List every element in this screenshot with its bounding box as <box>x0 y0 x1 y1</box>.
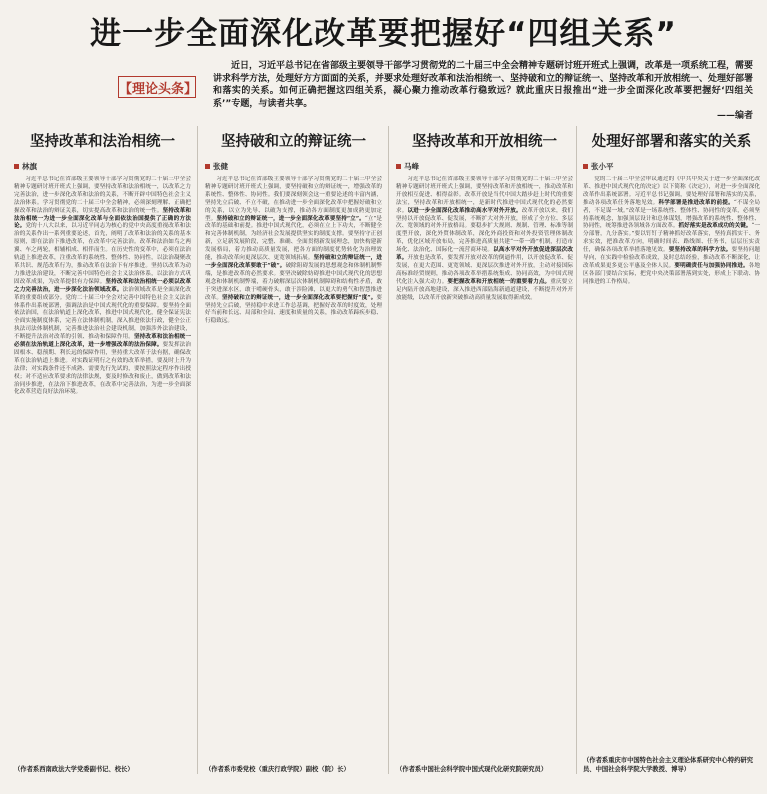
article-body <box>396 176 573 756</box>
author-name: 张健 <box>213 162 228 171</box>
article-subheading: 坚持破和立的辩证统一，进一步全面深化改革要把握好“度”。 <box>222 294 377 301</box>
column-tag <box>118 76 196 98</box>
article-author <box>396 161 573 172</box>
page-headline: 进一步全面深化改革要把握好“四组关系” <box>90 16 677 52</box>
article-paragraph: 要发挥法治固根本、稳预期、利长远的保障作用，坚持重大改革于法有据，确保改革在法治轨道上推进。对实践证明行之有效的改革举措，要及时上升为法律；对实践条件还不成熟、需要先行先试的，要按照法定程序作出授权；对不适应改革要求的法律法规，要及时修改和废止，做到改革和法治同步推进，在法治下推进改革，在改革中完善法治，为进一步全面深化改革营造良好法治环境。 <box>14 342 191 396</box>
red-square-marker <box>14 164 19 169</box>
article-subheading: 坚持破和立的辩证统一，进一步全面深化改革要敢于“破”。 <box>205 255 382 269</box>
article-subheading: 坚持破和立的辩证统一，进一步全面深化改革要坚持“立”。 <box>216 215 365 222</box>
article-paragraph: 法治领域改革是全面深化改革的重要组成部分。党的二十届三中全会对完善中国特色社会主义法治体系作出系统部署，强调法治是中国式现代化的重要保障。要坚持全面依法治国，在法治轨道上深化改革，推进中国式现代化，健全保证宪法全面实施制度体系，完善立法体制机制，深入推进依法行政，健全公正执法司法体制机制，完善推进法治社会建设机制，加强涉外法治建设，不断提升法治对改革的引领、推动和保障作用。 <box>14 286 191 341</box>
column-divider <box>197 126 198 774</box>
author-footnote: （作者系西南政法大学党委副书记、校长） <box>14 765 134 773</box>
article-column <box>583 124 760 774</box>
article-title: 处理好部署和落实的关系 <box>591 134 752 150</box>
red-square-marker <box>583 164 588 169</box>
article-paragraph: 改革开放以来，我们坚持以开放促改革、促发展，不断扩大对外开放，形成了全方位、多层次、宽领域的对外开放格局。要稳步扩大规则、规制、管理、标准等制度型开放，深化外贸体制改革，深化外商投资和对外投资管理体制改革，优化区域开放布局，完善推进高质量共建“一带一路”机制，打造市场化、法治化、国际化一流营商环境。 <box>396 207 573 254</box>
article-paragraph: 要坚持先立后破，坚持稳中求进工作总基调，把握好改革的时度效，处理好当前和长远、局部和全局、速度和质量的关系，推动改革蹄疾步稳、行稳致远。 <box>205 294 382 325</box>
red-square-marker <box>396 164 401 169</box>
author-footnote: （作者系重庆市中国特色社会主义理论体系研究中心特约研究员、中国社会科学院大学教授、博导） <box>583 757 754 773</box>
author-footnote: （作者系中国社会科学院中国式现代化研究院研究员） <box>396 765 548 773</box>
article-title: 坚持破和立的辩证统一 <box>221 134 366 150</box>
article-title: 坚持改革和开放相统一 <box>412 134 557 150</box>
article-title: 坚持改革和法治相统一 <box>30 134 175 150</box>
article-subheading: 抓好落实是改革成功的关键。 <box>678 223 752 230</box>
article-subheading: 科学部署是推进改革的前提。 <box>658 199 734 206</box>
article-paragraph: “立”是改革的基础和前提。推进中国式现代化，必须在立上下功夫，不断健全和完善体制机制，为经济社会发展提供坚实的制度支撑。要坚持守正创新，立足新发展阶段，完整、准确、全面贯彻新发展理念，加快构建新发展格局，着力推动高质量发展，把各方面的制度优势转化为治理效能，推动改革向更深层次、更宽领域拓展。 <box>205 215 382 262</box>
article-author <box>583 161 760 172</box>
author-footnote: （作者系市委党校（重庆行政学院）副校（院）长） <box>205 765 350 773</box>
red-square-marker <box>205 164 210 169</box>
article-paragraph: 各地区各部门要结合实际，把党中央决策部署落到实处，形成上下联动、协同推进的工作格局。 <box>583 262 760 285</box>
article-paragraph: 习近平总书记在省部级主要领导干部学习贯彻党的二十届三中全会精神专题研讨班开班式上强调，要坚持改革和开放相统一，推动改革和开放相互促进、相得益彰。改革开放是当代中国大踏步赶上时代的重要法宝，坚持改革和开放相统一，是新时代推进中国式现代化的必然要求。 <box>396 176 573 214</box>
article-paragraph: 重庆要立足内陆开放高地建设，深入推进西部陆海新通道建设，不断提升对外开放能级，以改革开放新突破推动高质量发展取得新成效。 <box>396 278 573 301</box>
column-divider <box>576 126 577 774</box>
article-paragraph: 破除阻碍发展的思想观念和体制机制弊端，是推进改革的必然要求。要坚决破除妨碍推进中国式现代化的思想观念和体制机制弊端，着力破解深层次体制机制障碍和结构性矛盾，敢于突进深水区，敢于啃硬骨头，敢于涉险滩，以更大的勇气和智慧推进改革。 <box>205 262 382 301</box>
column-divider <box>388 126 389 774</box>
author-name: 林旗 <box>22 162 37 171</box>
article-author <box>205 161 382 172</box>
article-column <box>14 124 191 774</box>
article-subheading: 坚持改革和法治相统一必须以改革之力完善法治，进一步深化法治领域改革。 <box>14 278 191 293</box>
article-subheading: 以进一步全面深化改革推动高水平对外开放。 <box>407 207 522 214</box>
article-author <box>14 161 191 172</box>
article-paragraph: 党的二十届三中全会审议通过的《中共中央关于进一步全面深化改革、推进中国式现代化的决定》以下简称《决定》），对进一步全面深化改革作出系统部署。习近平总书记强调，要处理好部署和落实的关系，推动各项改革任务落地见效。 <box>583 176 760 206</box>
article-subheading: 要明确责任与加强协同推进。 <box>674 262 749 269</box>
article-paragraph: 党的十八大以来，以习近平同志为核心的党中央高度重视改革和法治的关系作出一系列重要论述，首先，阐明了改革和法治的关系的基本原则，即在法治下推进改革，在改革中完善法治。改革和法治如鸟之两翼、车之两轮，相辅相成、相伴而生。在历史性的变革中，必须在法治轨道上推进改革，注重改革的系统性、整体性、协同性，以法治凝聚改革共识、规范改革行为，推动改革在法治下有序推进。坚持以改革为动力推进法治建设，不断完善中国特色社会主义法治体系，以法治方式巩固改革成果，为改革提供有力保障。 <box>14 223 191 285</box>
article-paragraph: 习近平总书记在省部级主要领导干部学习贯彻党的二十届三中全会精神专题研讨班开班式上强调，要坚持改革和法治相统一，以改革之力完善法治，进一步深化改革和法治的关系，不断开辟中国特色社会主义法治体系。学习贯彻党的二十届三中全会精神，必须深刻理解、正确把握改革和法治的辩证关系，切实提高改革和法治的统一性。 <box>14 176 191 214</box>
article-subheading: 要坚持改革的科学方法。 <box>668 247 732 254</box>
article-paragraph: 习近平总书记在省部级主要领导干部学习贯彻党的二十届三中全会精神专题研讨班开班式上强调，要坚持破和立的辩证统一，增强改革的系统性、整体性、协同性。我们要深刻领会这一重要论述的丰富内涵，坚持先立后破、不立不破，在推动进一步全面深化改革中把握好破和立的关系，以立为先导、以破为支撑，推动各方面制度更加成熟更加定型。 <box>205 176 382 222</box>
article-subheading: 要把握改革和开放相统一的重要着力点。 <box>447 278 551 285</box>
article-subheading: 以高水平对外开放促进深层次改革。 <box>396 247 573 262</box>
article-paragraph: 开放也是改革，要发挥开放对改革的倒逼作用，以开放促改革、促发展，在更大范围、更宽领域、更深层次推进对外开放，主动对接国际高标准经贸规则，推动各项改革举措系统集成、协同高效，为中国式现代化注入强大动力。 <box>396 255 573 285</box>
column-tag-label: 【理论头条】 <box>119 81 198 97</box>
article-paragraph: “一分部署，九分落实。”要以钉钉子精神抓好改革落实，坚持真抓实干、务求实效，把准改革方向，明确时间表、路线图、任务书，层层压实责任，确保各项改革举措落地见效。 <box>583 223 760 254</box>
article-column <box>205 124 382 774</box>
article-body <box>205 176 382 756</box>
article-subheading: 坚持改革和法治相统一必须在法治轨道上深化改革，进一步增强改革的法治保障。 <box>14 334 191 349</box>
article-subheading: 坚持改革和法治相统一为进一步全面深化改革与全面依法治国提供了正确的方法论。 <box>14 207 191 230</box>
article-paragraph: “不谋全局者，不足谋一域。”改革是一场系统性、整体性、协同性的变革，必须坚持系统观念，加强顶层设计和总体谋划，增强改革的系统性、整体性、协同性，统筹推进各领域各方面改革。 <box>583 199 760 230</box>
author-name: 张小平 <box>591 162 614 171</box>
article-body <box>583 176 760 756</box>
intro-paragraph <box>213 60 753 123</box>
article-column <box>396 124 573 774</box>
author-name: 马峰 <box>404 162 419 171</box>
intro-editor: ——编者 <box>716 111 753 121</box>
article-paragraph: 要坚持问题导向，在实践中检验改革成效，及时总结经验，推动改革不断深化，让改革成果更多更公平惠及全体人民。 <box>583 247 760 269</box>
intro-text: 近日，习近平总书记在省部级主要领导干部学习贯彻党的二十届三中全会精神专题研讨班开班式上强调，改革是一项系统工程，需要讲求科学方法，处理好方方面面的关系，并要求处理好改革和法治相统一、坚持破和立的辩证统一、坚持改革和开放相统一、处理好部署和落实的关系。如何正确把握这四组关系，凝心聚力推动改革行稳致远？就此重庆日报推出“进一步全面深化改革要把握好‘四组关系’”专题，与读者共享。 <box>213 61 754 109</box>
article-body <box>14 176 191 756</box>
